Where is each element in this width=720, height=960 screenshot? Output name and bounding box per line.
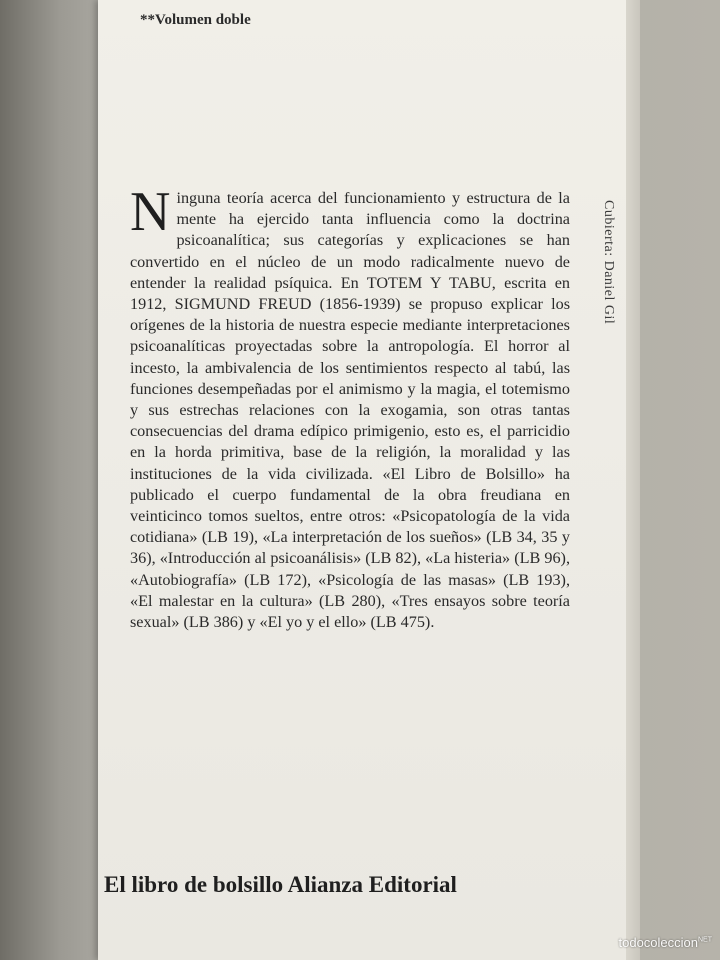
book-spine-edge [626, 0, 640, 960]
watermark-sub: NET [698, 936, 712, 944]
watermark [619, 935, 713, 950]
drop-cap: N [130, 181, 171, 243]
publisher-line: El libro de bolsillo Alianza Editorial [104, 872, 457, 897]
blurb-text: inguna teoría acerca del funcionamiento y estructura de la mente ha ejercido tanta influencia como la doctrina psicoanalítica; sus categorías y explicaciones se han convertido en el núcleo de un modo radicalmente nuevo de entender la realidad psíquica. En TOTEM Y TABU, escrita en 1912, SIGMUND FREUD (1856-1939) se propuso explicar los orígenes de la historia de nuestra especie mediante interpretaciones psicoanalíticas proyectadas sobre la antropología. El horror al incesto, la ambivalencia de los sentimientos respecto al tabú, las funciones desempeñadas por el animismo y la magia, el totemismo y sus estrechas relaciones con la exogamia, son otras tantas consecuencias del drama edípico primigenio, esto es, el parricidio en la horda primitiva, base de la religión, la moralidad y las instituciones de la vida civilizada. «El Libro de Bolsillo» ha publicado el cuerpo fundamental de la obra freudiana en veinticinco tomos sueltos, entre otros: «Psicopatología de la vida cotidiana» (LB 19), «La interpretación de los sueños» (LB 34, 35 y 36), «Introducción al psicoanálisis» (LB 82), «La histeria» (LB 96), «Autobiografía» (LB 172), «Psicología de las masas» (LB 193), «El malestar en la cultura» (LB 280), «Tres ensayos sobre teoría sexual» (LB 386) y «El yo y el ello» (LB 475). [130, 189, 570, 632]
watermark-main: todocoleccion [618, 935, 698, 950]
volume-note: **Volumen doble [140, 12, 251, 28]
cover-credit: Cubierta: Daniel Gil [601, 200, 616, 325]
back-cover-blurb [130, 181, 570, 633]
